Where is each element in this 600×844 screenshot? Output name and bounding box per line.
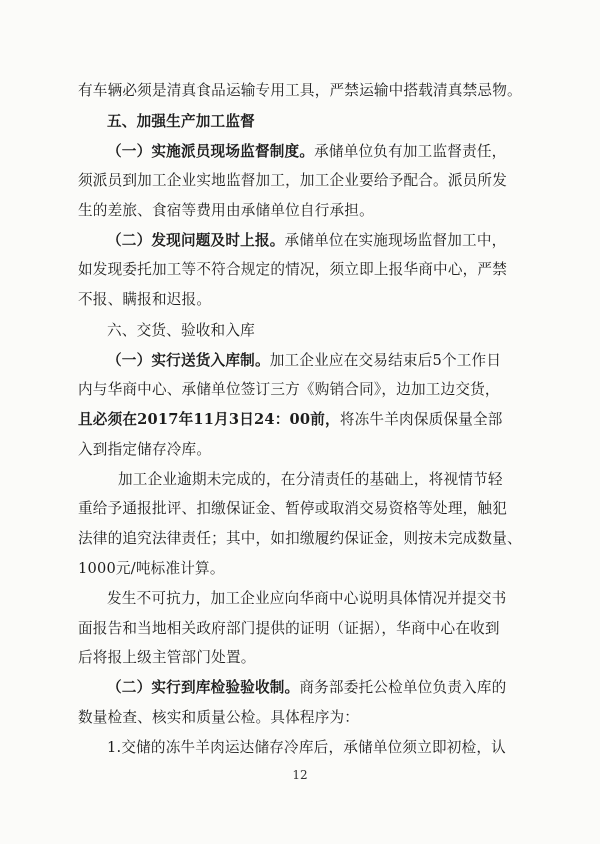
text-line: （二）实行到库检验验收制。商务部委托公检单位负责入库的 bbox=[107, 679, 507, 696]
text-line: 不报、瞒报和迟报。 bbox=[78, 291, 212, 308]
section-heading: 五、加强生产加工监督 bbox=[107, 113, 255, 130]
section-heading: 六、交货、验收和入库 bbox=[107, 322, 255, 339]
page-number: 12 bbox=[292, 768, 308, 782]
text-line: 法律的追究法律责任；其中，如扣缴履约保证金，则按未完成数量、 bbox=[78, 530, 522, 547]
text-line: 内与华商中心、承储单位签订三方《购销合同》，边加工边交货， bbox=[78, 381, 500, 398]
text-line: 如发现委托加工等不符合规定的情况，须立即上报华商中心，严禁 bbox=[78, 261, 508, 278]
text-line: 后将报上级主管部门处置。 bbox=[78, 649, 256, 666]
text-line: 加工企业逾期未完成的，在分清责任的基础上，将视情节轻 bbox=[118, 471, 503, 488]
text-line: 面报告和当地相关政府部门提供的证明（证据），华商中心在收到 bbox=[78, 620, 500, 637]
text-line: 须派员到加工企业实地监督加工，加工企业要给予配合。派员所发 bbox=[78, 172, 508, 189]
text-line: 有车辆必须是清真食品运输专用工具，严禁运输中搭载清真禁忌物。 bbox=[78, 82, 522, 99]
text-line: 1000元/吨标准计算。 bbox=[78, 560, 225, 577]
text-line: 且必须在2017年11月3日24：00前，将冻牛羊肉保质保量全部 bbox=[78, 411, 503, 428]
text-line: 重给予通报批评、扣缴保证金、暂停或取消交易资格等处理，触犯 bbox=[78, 500, 508, 517]
text-line: （一）实行送货入库制。加工企业应在交易结束后5个工作日 bbox=[107, 352, 502, 369]
text-line: 1.交储的冻牛羊肉运达储存冷库后，承储单位须立即初检，认 bbox=[107, 739, 506, 756]
text-line: 数量检查、核实和质量公检。具体程序为： bbox=[78, 709, 360, 726]
text-line: 发生不可抗力，加工企业应向华商中心说明具体情况并提交书 bbox=[107, 590, 507, 607]
text-line: （一）实施派员现场监督制度。承储单位负有加工监督责任， bbox=[107, 143, 507, 160]
text-line: 入到指定储存冷库。 bbox=[78, 441, 212, 458]
text-line: 生的差旅、食宿等费用由承储单位自行承担。 bbox=[78, 202, 374, 219]
text-line: （二）发现问题及时上报。承储单位在实施现场监督加工中， bbox=[107, 232, 507, 249]
